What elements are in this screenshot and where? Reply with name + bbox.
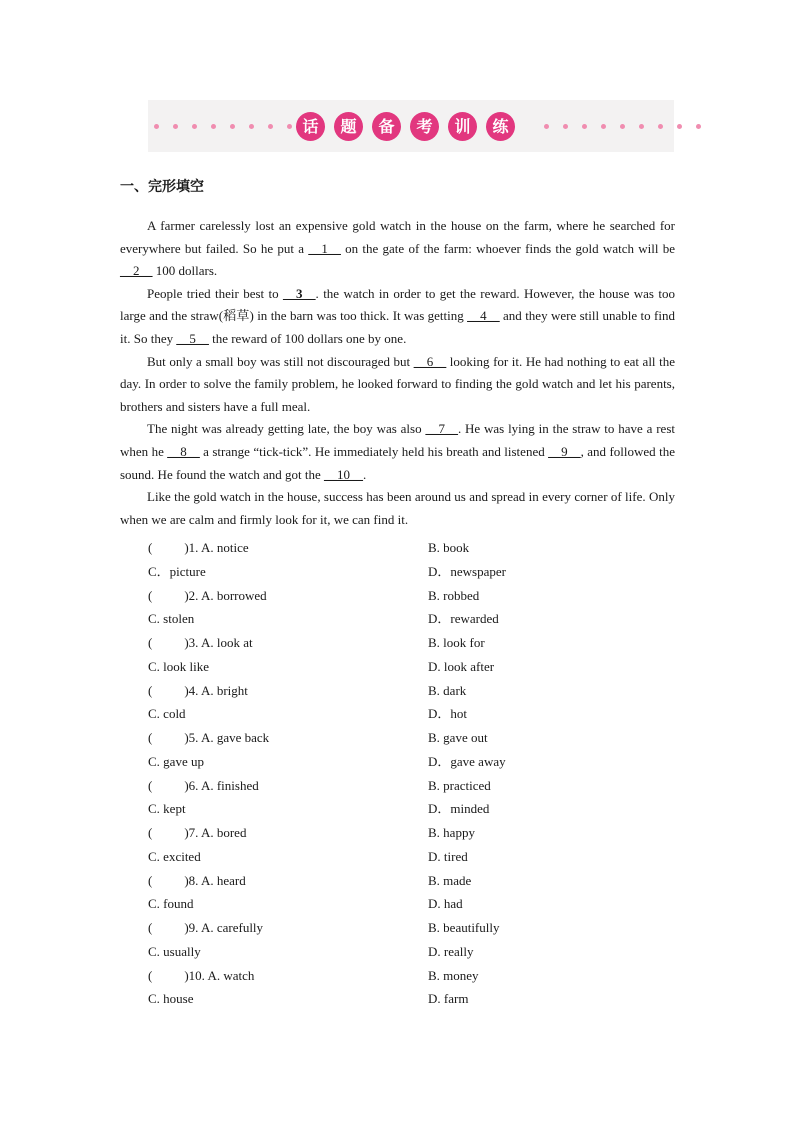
blank-2: __2__ — [120, 263, 153, 279]
option-c[interactable]: C. gave up — [148, 753, 204, 769]
option-b[interactable]: B. practiced — [428, 777, 491, 793]
passage-paragraph: But only a small boy was still not discouraged but __6__ looking for it. He had nothing to eat all the day. In order to solve the family problem, he looked forward to finding the gold watch and let his parents, brothers and sisters have a full meal. — [120, 353, 675, 414]
option-d[interactable]: D．minded — [428, 801, 490, 817]
option-c[interactable]: C. kept — [148, 801, 186, 817]
option-c[interactable]: C. found — [148, 896, 194, 912]
option-d[interactable]: D. tired — [428, 848, 468, 864]
option-d[interactable]: D. look after — [428, 658, 495, 674]
question-row: ( )6. A. finished B. practiced — [148, 774, 568, 798]
option-c[interactable]: C. stolen — [148, 611, 195, 627]
option-d[interactable]: D. farm — [428, 991, 469, 1007]
option-a[interactable]: A. bright — [200, 682, 248, 698]
question-options — [148, 536, 568, 1011]
blank-4: __4__ — [467, 308, 500, 324]
blank-9: __9__ — [548, 443, 581, 459]
question-row: ( )1. A. notice B. book — [148, 536, 568, 560]
question-row: ( )10. A. watch B. money — [148, 964, 568, 988]
question-row: ( )9. A. carefully B. beautifully — [148, 916, 568, 940]
question-row — [148, 892, 568, 916]
blank-8: __8__ — [167, 443, 200, 459]
option-d[interactable]: D．gave away — [428, 753, 506, 769]
option-c[interactable]: C. house — [148, 991, 194, 1007]
option-d[interactable]: D. had — [428, 896, 463, 912]
banner-char: 考 — [410, 112, 439, 141]
cloze-passage — [120, 215, 675, 531]
question-row: ( )7. A. bored B. happy — [148, 821, 568, 845]
option-a[interactable]: A. gave back — [200, 730, 270, 745]
option-d[interactable]: D．hot — [428, 706, 468, 722]
option-d[interactable]: D．newspaper — [428, 563, 506, 579]
option-c[interactable]: C. excited — [148, 848, 201, 864]
question-row — [148, 702, 568, 726]
question-row — [148, 750, 568, 774]
banner-char: 训 — [448, 112, 477, 141]
option-b[interactable]: B. beautifully — [428, 920, 500, 935]
option-b[interactable]: B. robbed — [428, 587, 480, 603]
question-row — [148, 845, 568, 869]
passage-paragraph: A farmer carelessly lost an expensive gold watch in the house on the farm, where he searched for everywhere but failed. So he put a __1__ on the gate of the farm: whoever finds the gold watch will be __2__ 100 dollars. — [120, 218, 675, 279]
option-a[interactable]: A. look at — [200, 635, 253, 650]
banner-char: 练 — [486, 112, 515, 141]
blank-5: __5__ — [176, 330, 209, 346]
option-c[interactable]: C. usually — [148, 943, 201, 959]
question-row: ( )4. A. bright B. dark — [148, 679, 568, 703]
question-row — [148, 560, 568, 584]
option-b[interactable]: B. money — [428, 967, 479, 983]
option-c[interactable]: C. look like — [148, 658, 210, 674]
banner-dots-left — [154, 124, 311, 129]
option-b[interactable]: B. dark — [428, 682, 467, 698]
banner-char: 备 — [372, 112, 401, 141]
question-row: ( )5. A. gave back B. gave out — [148, 726, 568, 750]
blank-3: __3__ — [283, 285, 316, 301]
option-c[interactable]: C．picture — [148, 563, 206, 579]
option-b[interactable]: B. gave out — [428, 730, 488, 745]
question-row — [148, 607, 568, 631]
question-row: ( )3. A. look at B. look for — [148, 631, 568, 655]
passage-paragraph: People tried their best to __3__. the watch in order to get the reward. However, the house was too large and the straw(稻草) in the barn was too thick. It was getting __4__ and they were still unable to find it. So they __5__ the reward of 100 dollars one by one. — [120, 285, 675, 346]
banner-title — [296, 112, 515, 141]
option-a[interactable]: A. borrowed — [200, 587, 267, 603]
banner-char: 话 — [296, 112, 325, 141]
question-row: ( )2. A. borrowed B. robbed — [148, 584, 568, 608]
option-b[interactable]: B. made — [428, 872, 472, 888]
option-a[interactable]: A. carefully — [200, 920, 264, 935]
question-row — [148, 797, 568, 821]
option-a[interactable]: A. notice — [200, 540, 249, 555]
option-b[interactable]: B. book — [428, 540, 470, 555]
question-row — [148, 987, 568, 1011]
passage-paragraph: Like the gold watch in the house, success has been around us and spread in every corner of life. Only when we are calm and firmly look for it, we can find it. — [120, 489, 675, 527]
question-row — [148, 940, 568, 964]
banner-dots-right — [544, 124, 701, 129]
option-b[interactable]: B. happy — [428, 825, 475, 840]
passage-paragraph: The night was already getting late, the boy was also __7__. He was lying in the straw to have a rest when he __8__ a strange “tick-tick”. He immediately held his breath and listened __9__, and followed the sound. He found the watch and got the __10__. — [120, 421, 675, 482]
option-d[interactable]: D．rewarded — [428, 611, 499, 627]
option-c[interactable]: C. cold — [148, 706, 186, 722]
option-a[interactable]: A. bored — [200, 825, 247, 840]
option-a[interactable]: A. heard — [200, 872, 246, 888]
topic-banner — [148, 100, 674, 152]
section-title: 一、完形填空 — [120, 179, 204, 195]
blank-7: __7__ — [425, 421, 458, 437]
blank-6: __6__ — [413, 353, 447, 369]
option-d[interactable]: D. really — [428, 943, 474, 959]
option-a[interactable]: A. watch — [207, 967, 255, 983]
blank-1: __1__ — [308, 240, 341, 256]
option-a[interactable]: A. finished — [200, 777, 259, 793]
question-row: ( )8. A. heard B. made — [148, 869, 568, 893]
banner-char: 题 — [334, 112, 363, 141]
option-b[interactable]: B. look for — [428, 635, 485, 650]
blank-10: __10__ — [323, 466, 363, 482]
question-row — [148, 655, 568, 679]
